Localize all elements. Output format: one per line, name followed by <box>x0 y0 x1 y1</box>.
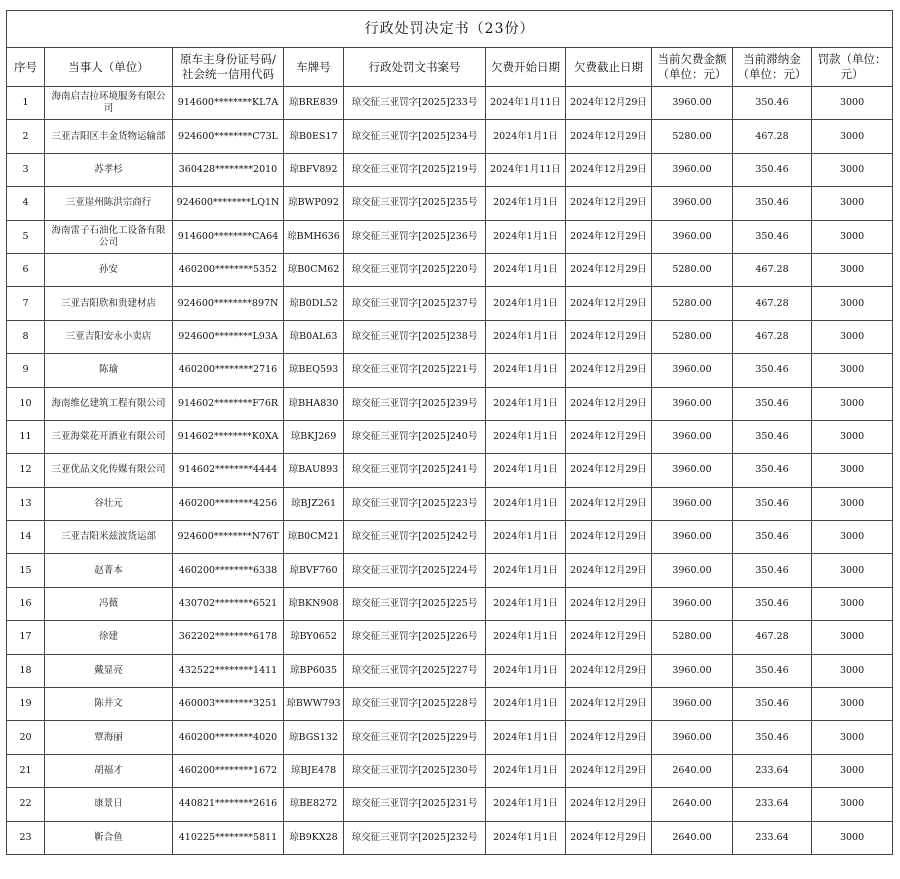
cell-index: 20 <box>7 721 45 754</box>
cell-arrears: 2640.00 <box>652 788 733 821</box>
cell-id-number: 924600********L93A <box>173 320 284 353</box>
table-row <box>7 521 893 554</box>
cell-arrears: 3960.00 <box>652 521 733 554</box>
cell-party: 海南维亿建筑工程有限公司 <box>45 387 173 420</box>
header-party: 当事人（单位） <box>45 48 173 87</box>
cell-start-date: 2024年1月1日 <box>486 654 566 687</box>
header-start-date: 欠费开始日期 <box>486 48 566 87</box>
cell-id-number: 460200********5352 <box>173 253 284 286</box>
table-row <box>7 253 893 286</box>
table-row <box>7 754 893 787</box>
cell-party: 戴显亮 <box>45 654 173 687</box>
cell-plate: 琼B0CM21 <box>284 521 344 554</box>
cell-index: 12 <box>7 454 45 487</box>
cell-late-fee: 467.28 <box>733 120 812 153</box>
cell-start-date: 2024年1月1日 <box>486 754 566 787</box>
cell-case-number: 琼交征三亚罚字[2025]229号 <box>344 721 486 754</box>
cell-plate: 琼BY0652 <box>284 621 344 654</box>
cell-plate: 琼BRE839 <box>284 87 344 120</box>
cell-id-number: 460200********4020 <box>173 721 284 754</box>
cell-party: 覃海丽 <box>45 721 173 754</box>
cell-end-date: 2024年12月29日 <box>566 554 652 587</box>
cell-plate: 琼BVF760 <box>284 554 344 587</box>
cell-id-number: 914602********K0XA <box>173 420 284 453</box>
cell-id-number: 914602********F76R <box>173 387 284 420</box>
cell-end-date: 2024年12月29日 <box>566 187 652 220</box>
cell-late-fee: 350.46 <box>733 420 812 453</box>
cell-arrears: 3960.00 <box>652 387 733 420</box>
cell-arrears: 3960.00 <box>652 721 733 754</box>
header-fine: 罚款（单位：元） <box>812 48 893 87</box>
cell-party: 海南雷子石油化工设备有限公司 <box>45 220 173 253</box>
cell-end-date: 2024年12月29日 <box>566 487 652 520</box>
cell-arrears: 3960.00 <box>652 654 733 687</box>
table-row <box>7 187 893 220</box>
cell-plate: 琼BAU893 <box>284 454 344 487</box>
cell-party: 赵菁本 <box>45 554 173 587</box>
cell-party: 陈瑜 <box>45 354 173 387</box>
cell-index: 5 <box>7 220 45 253</box>
cell-fine: 3000 <box>812 454 893 487</box>
cell-fine: 3000 <box>812 354 893 387</box>
cell-late-fee: 350.46 <box>733 187 812 220</box>
cell-plate: 琼BGS132 <box>284 721 344 754</box>
cell-end-date: 2024年12月29日 <box>566 521 652 554</box>
header-arrears: 当前欠费金额（单位：元） <box>652 48 733 87</box>
cell-index: 14 <box>7 521 45 554</box>
cell-late-fee: 233.64 <box>733 788 812 821</box>
cell-case-number: 琼交征三亚罚字[2025]232号 <box>344 821 486 854</box>
cell-late-fee: 350.46 <box>733 688 812 721</box>
cell-case-number: 琼交征三亚罚字[2025]236号 <box>344 220 486 253</box>
cell-party: 三亚崖州陈洪宗商行 <box>45 187 173 220</box>
cell-start-date: 2024年1月1日 <box>486 420 566 453</box>
cell-fine: 3000 <box>812 253 893 286</box>
cell-plate: 琼BMH636 <box>284 220 344 253</box>
cell-fine: 3000 <box>812 420 893 453</box>
cell-arrears: 3960.00 <box>652 487 733 520</box>
table-row <box>7 721 893 754</box>
cell-start-date: 2024年1月11日 <box>486 153 566 186</box>
cell-arrears: 2640.00 <box>652 821 733 854</box>
cell-arrears: 3960.00 <box>652 688 733 721</box>
cell-plate: 琼BKN908 <box>284 587 344 620</box>
cell-late-fee: 467.28 <box>733 253 812 286</box>
cell-start-date: 2024年1月1日 <box>486 587 566 620</box>
document-title: 行政处罚决定书（23份） <box>7 11 893 48</box>
cell-index: 2 <box>7 120 45 153</box>
cell-plate: 琼B0ES17 <box>284 120 344 153</box>
table-row <box>7 688 893 721</box>
cell-case-number: 琼交征三亚罚字[2025]238号 <box>344 320 486 353</box>
cell-end-date: 2024年12月29日 <box>566 120 652 153</box>
cell-fine: 3000 <box>812 87 893 120</box>
cell-case-number: 琼交征三亚罚字[2025]226号 <box>344 621 486 654</box>
cell-late-fee: 467.28 <box>733 621 812 654</box>
cell-plate: 琼BEQ593 <box>284 354 344 387</box>
cell-index: 17 <box>7 621 45 654</box>
header-late-fee: 当前滞纳金（单位：元） <box>733 48 812 87</box>
cell-arrears: 3960.00 <box>652 153 733 186</box>
cell-plate: 琼BE8272 <box>284 788 344 821</box>
cell-index: 7 <box>7 287 45 320</box>
cell-party: 孙安 <box>45 253 173 286</box>
cell-id-number: 460200********4256 <box>173 487 284 520</box>
cell-fine: 3000 <box>812 788 893 821</box>
cell-index: 3 <box>7 153 45 186</box>
cell-index: 15 <box>7 554 45 587</box>
cell-case-number: 琼交征三亚罚字[2025]227号 <box>344 654 486 687</box>
cell-id-number: 460200********1672 <box>173 754 284 787</box>
cell-arrears: 3960.00 <box>652 554 733 587</box>
cell-party: 徐建 <box>45 621 173 654</box>
cell-party: 胡福才 <box>45 754 173 787</box>
cell-arrears: 3960.00 <box>652 454 733 487</box>
cell-id-number: 360428********2010 <box>173 153 284 186</box>
cell-party: 康景日 <box>45 788 173 821</box>
cell-start-date: 2024年1月1日 <box>486 120 566 153</box>
cell-arrears: 3960.00 <box>652 187 733 220</box>
cell-party: 靳合鱼 <box>45 821 173 854</box>
cell-case-number: 琼交征三亚罚字[2025]237号 <box>344 287 486 320</box>
cell-id-number: 410225********5811 <box>173 821 284 854</box>
cell-end-date: 2024年12月29日 <box>566 587 652 620</box>
cell-end-date: 2024年12月29日 <box>566 621 652 654</box>
penalty-document <box>6 10 892 855</box>
cell-fine: 3000 <box>812 654 893 687</box>
cell-fine: 3000 <box>812 521 893 554</box>
cell-late-fee: 350.46 <box>733 587 812 620</box>
cell-fine: 3000 <box>812 721 893 754</box>
cell-fine: 3000 <box>812 754 893 787</box>
cell-plate: 琼BHA830 <box>284 387 344 420</box>
cell-late-fee: 350.46 <box>733 521 812 554</box>
cell-case-number: 琼交征三亚罚字[2025]220号 <box>344 253 486 286</box>
cell-id-number: 460200********2716 <box>173 354 284 387</box>
cell-id-number: 430702********6521 <box>173 587 284 620</box>
cell-case-number: 琼交征三亚罚字[2025]230号 <box>344 754 486 787</box>
cell-start-date: 2024年1月1日 <box>486 521 566 554</box>
penalty-table <box>6 10 893 855</box>
table-body <box>7 87 893 855</box>
cell-plate: 琼BKJ269 <box>284 420 344 453</box>
cell-id-number: 924600********897N <box>173 287 284 320</box>
cell-late-fee: 350.46 <box>733 220 812 253</box>
cell-index: 8 <box>7 320 45 353</box>
table-row <box>7 120 893 153</box>
cell-plate: 琼BFV892 <box>284 153 344 186</box>
cell-index: 4 <box>7 187 45 220</box>
cell-end-date: 2024年12月29日 <box>566 287 652 320</box>
cell-plate: 琼BWP092 <box>284 187 344 220</box>
cell-plate: 琼BWW793 <box>284 688 344 721</box>
cell-arrears: 5280.00 <box>652 287 733 320</box>
cell-party: 三亚优品文化传媒有限公司 <box>45 454 173 487</box>
cell-end-date: 2024年12月29日 <box>566 454 652 487</box>
cell-start-date: 2024年1月1日 <box>486 287 566 320</box>
cell-start-date: 2024年1月1日 <box>486 320 566 353</box>
cell-fine: 3000 <box>812 153 893 186</box>
cell-arrears: 5280.00 <box>652 120 733 153</box>
cell-end-date: 2024年12月29日 <box>566 253 652 286</box>
cell-late-fee: 350.46 <box>733 354 812 387</box>
cell-index: 18 <box>7 654 45 687</box>
cell-case-number: 琼交征三亚罚字[2025]233号 <box>344 87 486 120</box>
cell-id-number: 460200********6338 <box>173 554 284 587</box>
cell-id-number: 924600********LQ1N <box>173 187 284 220</box>
cell-id-number: 914600********CA64 <box>173 220 284 253</box>
cell-id-number: 914602********4444 <box>173 454 284 487</box>
table-row <box>7 420 893 453</box>
table-row <box>7 554 893 587</box>
cell-start-date: 2024年1月1日 <box>486 621 566 654</box>
cell-start-date: 2024年1月1日 <box>486 454 566 487</box>
cell-id-number: 914600********KL7A <box>173 87 284 120</box>
cell-start-date: 2024年1月11日 <box>486 87 566 120</box>
cell-party: 冯薇 <box>45 587 173 620</box>
table-header-row <box>7 48 893 87</box>
cell-late-fee: 467.28 <box>733 287 812 320</box>
cell-end-date: 2024年12月29日 <box>566 654 652 687</box>
header-id-number: 原车主身份证号码/社会统一信用代码 <box>173 48 284 87</box>
cell-plate: 琼BJZ261 <box>284 487 344 520</box>
cell-case-number: 琼交征三亚罚字[2025]240号 <box>344 420 486 453</box>
header-case-number: 行政处罚文书案号 <box>344 48 486 87</box>
table-row <box>7 287 893 320</box>
cell-index: 13 <box>7 487 45 520</box>
cell-case-number: 琼交征三亚罚字[2025]234号 <box>344 120 486 153</box>
cell-fine: 3000 <box>812 487 893 520</box>
cell-case-number: 琼交征三亚罚字[2025]231号 <box>344 788 486 821</box>
cell-party: 苏孝杉 <box>45 153 173 186</box>
table-row <box>7 387 893 420</box>
cell-fine: 3000 <box>812 688 893 721</box>
cell-end-date: 2024年12月29日 <box>566 153 652 186</box>
cell-case-number: 琼交征三亚罚字[2025]224号 <box>344 554 486 587</box>
cell-arrears: 3960.00 <box>652 587 733 620</box>
cell-index: 16 <box>7 587 45 620</box>
cell-case-number: 琼交征三亚罚字[2025]239号 <box>344 387 486 420</box>
cell-case-number: 琼交征三亚罚字[2025]228号 <box>344 688 486 721</box>
cell-fine: 3000 <box>812 387 893 420</box>
cell-arrears: 3960.00 <box>652 220 733 253</box>
cell-plate: 琼BJE478 <box>284 754 344 787</box>
cell-index: 22 <box>7 788 45 821</box>
cell-index: 6 <box>7 253 45 286</box>
cell-fine: 3000 <box>812 287 893 320</box>
cell-id-number: 924600********C73L <box>173 120 284 153</box>
cell-arrears: 5280.00 <box>652 621 733 654</box>
header-end-date: 欠费截止日期 <box>566 48 652 87</box>
cell-fine: 3000 <box>812 220 893 253</box>
cell-arrears: 3960.00 <box>652 420 733 453</box>
cell-case-number: 琼交征三亚罚字[2025]241号 <box>344 454 486 487</box>
cell-start-date: 2024年1月1日 <box>486 788 566 821</box>
cell-fine: 3000 <box>812 554 893 587</box>
cell-late-fee: 350.46 <box>733 387 812 420</box>
cell-arrears: 5280.00 <box>652 320 733 353</box>
table-row <box>7 320 893 353</box>
cell-id-number: 362202********6178 <box>173 621 284 654</box>
cell-case-number: 琼交征三亚罚字[2025]221号 <box>344 354 486 387</box>
cell-end-date: 2024年12月29日 <box>566 420 652 453</box>
table-row <box>7 487 893 520</box>
cell-party: 三亚吉阳欣和贵建材店 <box>45 287 173 320</box>
cell-index: 10 <box>7 387 45 420</box>
cell-arrears: 5280.00 <box>652 253 733 286</box>
cell-start-date: 2024年1月1日 <box>486 821 566 854</box>
cell-late-fee: 350.46 <box>733 87 812 120</box>
cell-start-date: 2024年1月1日 <box>486 253 566 286</box>
cell-late-fee: 350.46 <box>733 721 812 754</box>
cell-late-fee: 350.46 <box>733 654 812 687</box>
cell-end-date: 2024年12月29日 <box>566 754 652 787</box>
table-row <box>7 153 893 186</box>
cell-late-fee: 350.46 <box>733 487 812 520</box>
cell-start-date: 2024年1月1日 <box>486 688 566 721</box>
cell-start-date: 2024年1月1日 <box>486 354 566 387</box>
cell-plate: 琼B0AL63 <box>284 320 344 353</box>
cell-late-fee: 467.28 <box>733 320 812 353</box>
cell-end-date: 2024年12月29日 <box>566 788 652 821</box>
cell-case-number: 琼交征三亚罚字[2025]242号 <box>344 521 486 554</box>
cell-plate: 琼B0DL52 <box>284 287 344 320</box>
cell-start-date: 2024年1月1日 <box>486 187 566 220</box>
header-index: 序号 <box>7 48 45 87</box>
table-row <box>7 654 893 687</box>
cell-case-number: 琼交征三亚罚字[2025]223号 <box>344 487 486 520</box>
cell-fine: 3000 <box>812 187 893 220</box>
table-row <box>7 621 893 654</box>
table-row <box>7 354 893 387</box>
cell-end-date: 2024年12月29日 <box>566 387 652 420</box>
cell-end-date: 2024年12月29日 <box>566 721 652 754</box>
cell-party: 三亚吉阳米兹波货运部 <box>45 521 173 554</box>
cell-late-fee: 350.46 <box>733 454 812 487</box>
cell-index: 21 <box>7 754 45 787</box>
cell-arrears: 3960.00 <box>652 87 733 120</box>
cell-fine: 3000 <box>812 621 893 654</box>
cell-end-date: 2024年12月29日 <box>566 688 652 721</box>
cell-plate: 琼B0CM62 <box>284 253 344 286</box>
cell-fine: 3000 <box>812 320 893 353</box>
cell-fine: 3000 <box>812 821 893 854</box>
cell-late-fee: 350.46 <box>733 554 812 587</box>
cell-start-date: 2024年1月1日 <box>486 387 566 420</box>
cell-party: 三亚海棠花开酒业有限公司 <box>45 420 173 453</box>
cell-start-date: 2024年1月1日 <box>486 487 566 520</box>
cell-start-date: 2024年1月1日 <box>486 721 566 754</box>
cell-end-date: 2024年12月29日 <box>566 220 652 253</box>
cell-id-number: 460003********3251 <box>173 688 284 721</box>
cell-late-fee: 350.46 <box>733 153 812 186</box>
cell-party: 海南启吉拉环境服务有限公司 <box>45 87 173 120</box>
table-row <box>7 587 893 620</box>
cell-arrears: 3960.00 <box>652 354 733 387</box>
cell-late-fee: 233.64 <box>733 754 812 787</box>
cell-end-date: 2024年12月29日 <box>566 87 652 120</box>
cell-party: 陈井文 <box>45 688 173 721</box>
cell-index: 1 <box>7 87 45 120</box>
cell-start-date: 2024年1月1日 <box>486 220 566 253</box>
cell-arrears: 2640.00 <box>652 754 733 787</box>
table-row <box>7 821 893 854</box>
cell-case-number: 琼交征三亚罚字[2025]225号 <box>344 587 486 620</box>
cell-plate: 琼BP6035 <box>284 654 344 687</box>
cell-late-fee: 233.64 <box>733 821 812 854</box>
cell-index: 19 <box>7 688 45 721</box>
cell-party: 三亚吉阳区丰金货物运输部 <box>45 120 173 153</box>
table-row <box>7 788 893 821</box>
cell-end-date: 2024年12月29日 <box>566 821 652 854</box>
cell-end-date: 2024年12月29日 <box>566 354 652 387</box>
table-row <box>7 454 893 487</box>
cell-id-number: 924600********N76T <box>173 521 284 554</box>
cell-case-number: 琼交征三亚罚字[2025]219号 <box>344 153 486 186</box>
table-row <box>7 220 893 253</box>
cell-index: 9 <box>7 354 45 387</box>
table-row <box>7 87 893 120</box>
header-plate: 车牌号 <box>284 48 344 87</box>
cell-fine: 3000 <box>812 120 893 153</box>
cell-party: 三亚吉阳安永小卖店 <box>45 320 173 353</box>
cell-id-number: 440821********2616 <box>173 788 284 821</box>
cell-fine: 3000 <box>812 587 893 620</box>
cell-end-date: 2024年12月29日 <box>566 320 652 353</box>
cell-id-number: 432522********1411 <box>173 654 284 687</box>
cell-plate: 琼B9KX28 <box>284 821 344 854</box>
cell-case-number: 琼交征三亚罚字[2025]235号 <box>344 187 486 220</box>
cell-party: 谷壮元 <box>45 487 173 520</box>
cell-index: 23 <box>7 821 45 854</box>
cell-start-date: 2024年1月1日 <box>486 554 566 587</box>
cell-index: 11 <box>7 420 45 453</box>
